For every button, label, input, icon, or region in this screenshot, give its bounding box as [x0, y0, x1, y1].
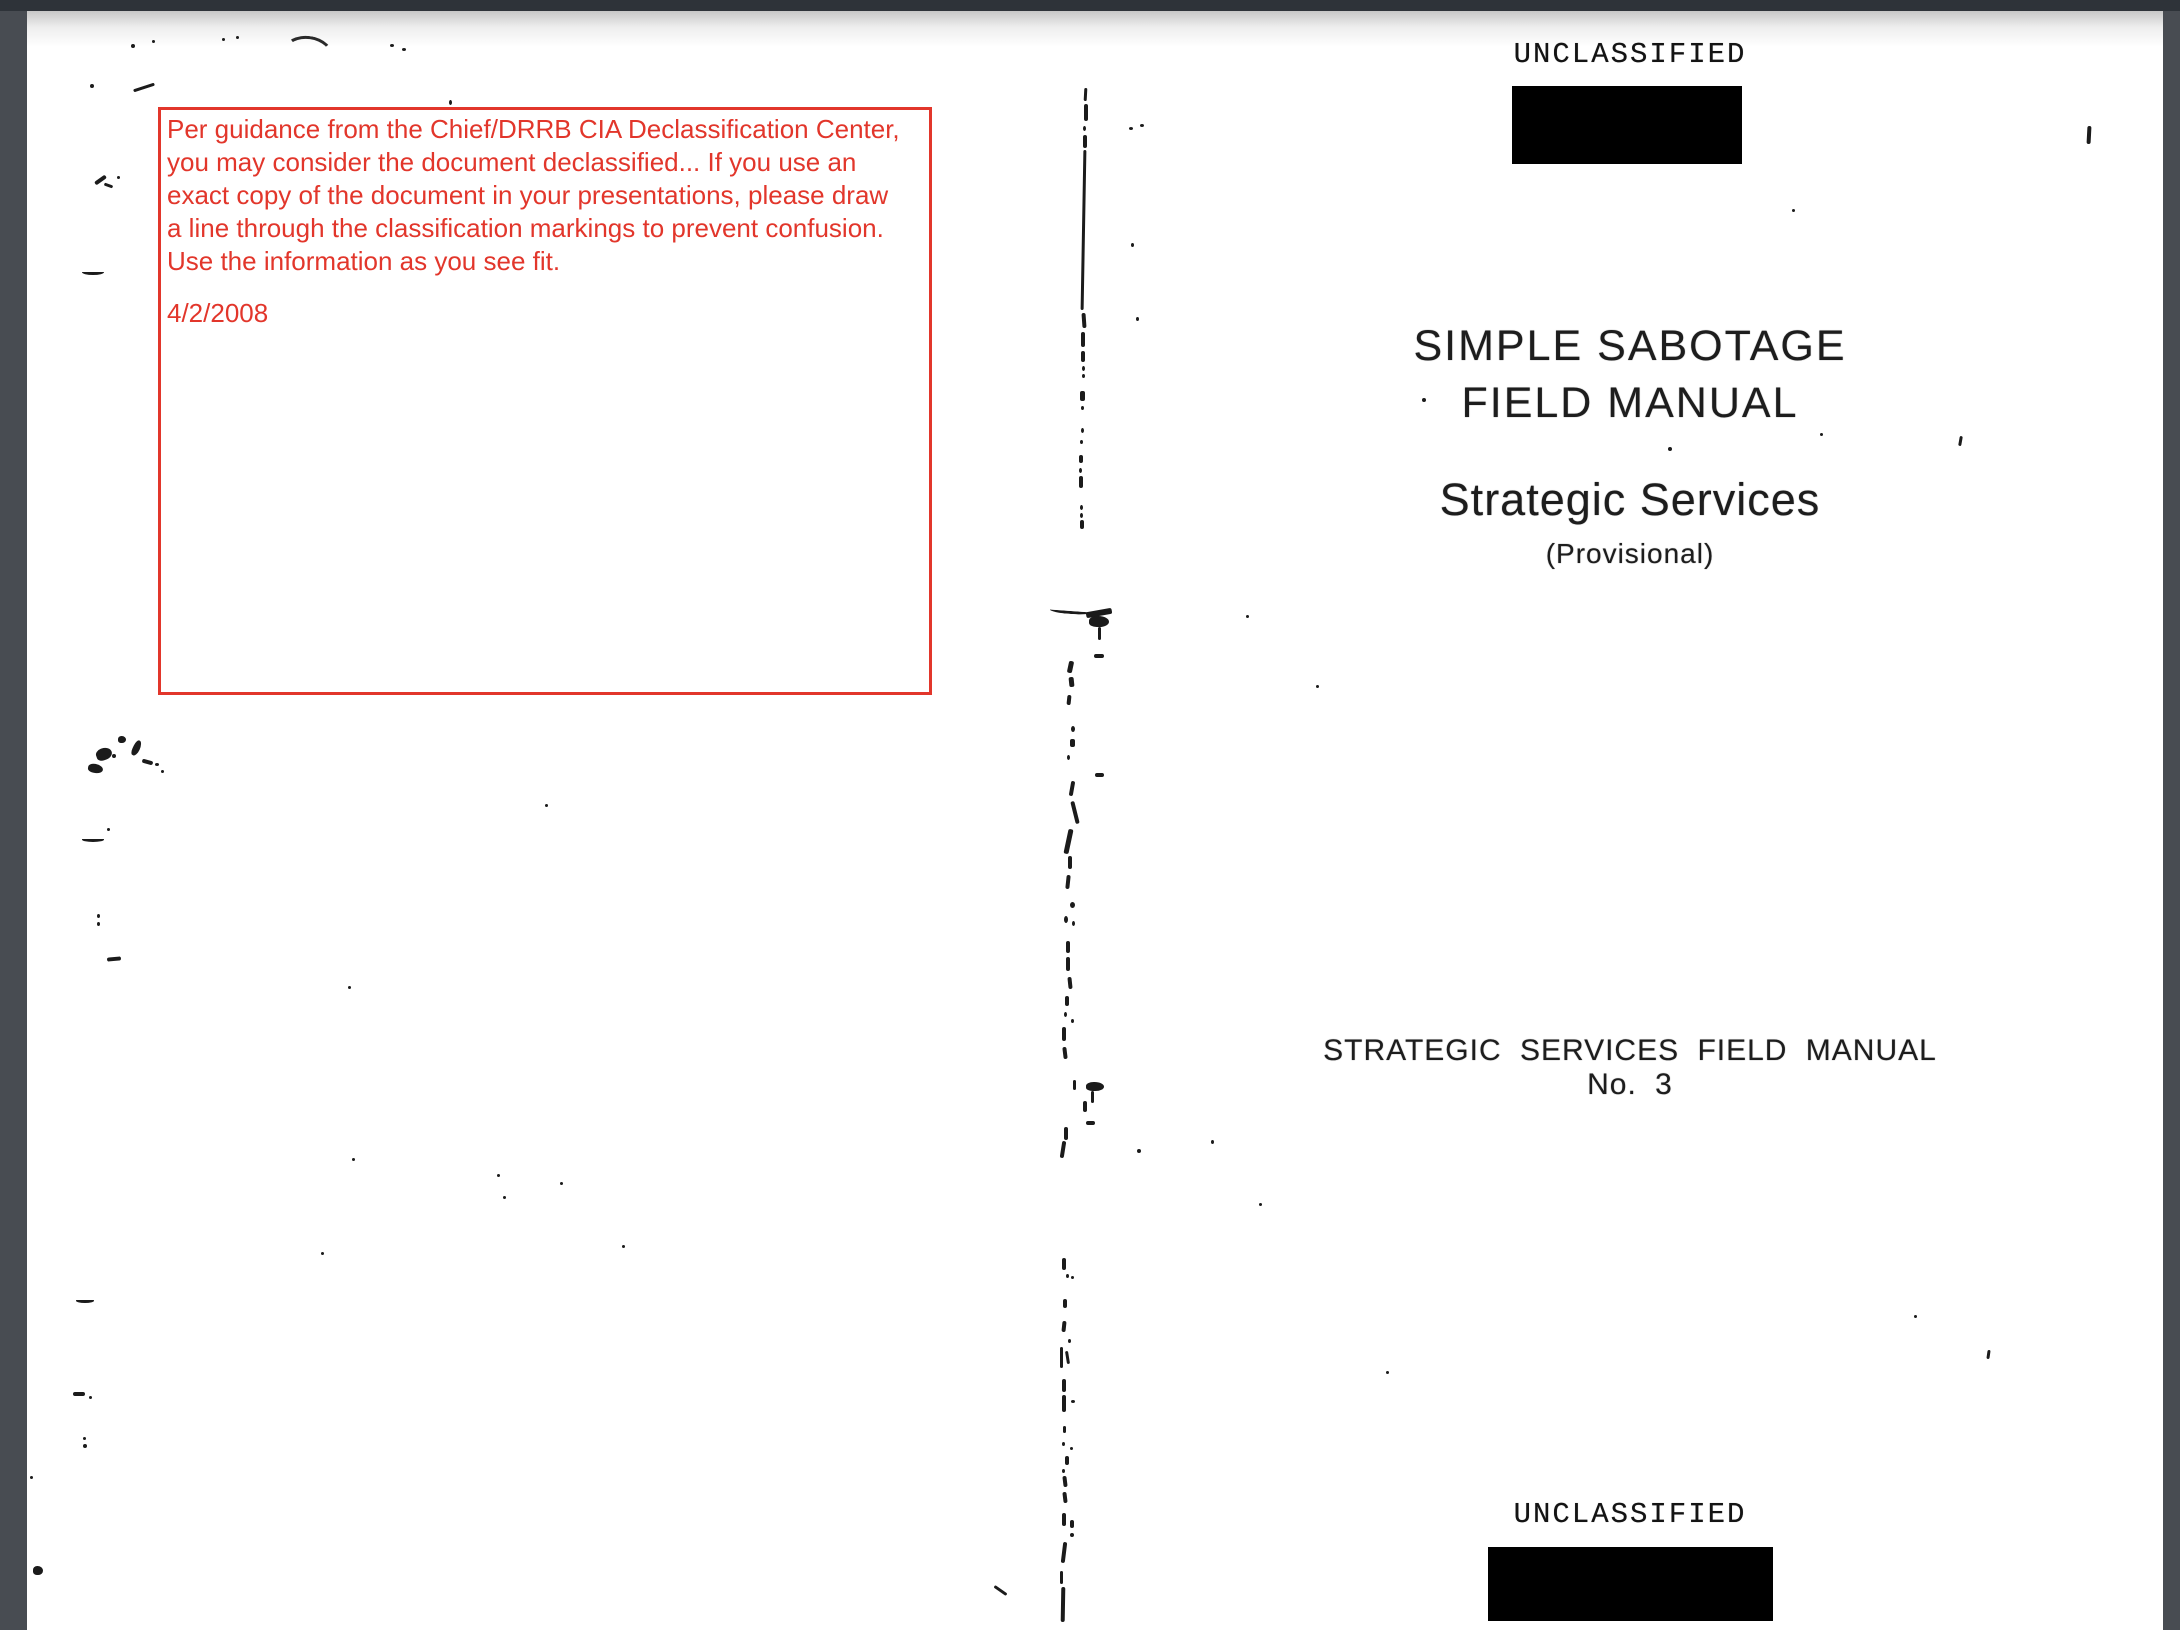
scan-mark	[449, 100, 452, 105]
title-line-2: FIELD MANUAL	[1461, 379, 1799, 427]
scan-mark	[90, 84, 94, 88]
scan-mark	[1080, 520, 1084, 529]
scan-mark	[1086, 1121, 1095, 1125]
scan-mark	[1062, 1379, 1066, 1392]
scan-mark	[33, 1566, 43, 1575]
scan-mark	[1061, 1542, 1068, 1563]
scan-mark	[1070, 1520, 1074, 1528]
scan-mark	[1070, 739, 1075, 747]
scan-mark	[112, 754, 116, 758]
scan-mark	[1095, 773, 1104, 777]
scan-mark	[1063, 1426, 1066, 1433]
scan-mark	[1066, 1274, 1069, 1278]
scan-mark	[1061, 1587, 1066, 1622]
scan-mark	[1070, 902, 1075, 908]
scan-mark	[1820, 433, 1823, 436]
scan-mark	[1066, 957, 1070, 971]
scan-mark	[1083, 135, 1087, 148]
scan-mark	[1060, 1141, 1067, 1158]
scan-mark	[1084, 88, 1088, 101]
scan-mark	[1067, 661, 1074, 674]
annotation-text	[167, 113, 923, 278]
scan-mark	[1066, 941, 1070, 953]
scan-mark	[1068, 1339, 1071, 1343]
scan-mark	[1792, 209, 1795, 212]
scan-mark	[130, 739, 143, 756]
classification-label-bottom: UNCLASSIFIED	[1513, 1498, 1747, 1531]
scan-mark	[1083, 1101, 1087, 1112]
scan-mark	[155, 763, 159, 766]
viewer-right-edge	[2163, 0, 2180, 1630]
scan-mark	[1082, 366, 1085, 371]
scan-mark	[1098, 627, 1101, 640]
scan-mark	[1062, 1469, 1065, 1473]
scan-mark	[1316, 685, 1319, 688]
scan-mark	[1064, 916, 1068, 923]
scan-mark	[1062, 1395, 1066, 1412]
scan-mark	[1070, 801, 1079, 824]
scan-mark	[1071, 1400, 1075, 1403]
scan-mark	[73, 1392, 85, 1396]
scan-mark	[1086, 1082, 1104, 1091]
scan-mark	[622, 1245, 625, 1248]
scan-mark	[1062, 1442, 1065, 1446]
scan-mark	[1073, 1080, 1076, 1090]
scan-mark	[1084, 104, 1088, 121]
scan-mark	[1067, 755, 1070, 760]
scan-mark	[1069, 781, 1076, 796]
scan-mark	[1081, 332, 1085, 347]
scan-mark	[1071, 726, 1075, 732]
scan-mark	[1080, 391, 1085, 401]
scan-mark	[1386, 1371, 1389, 1374]
scan-mark	[1068, 856, 1072, 869]
scan-mark	[1065, 996, 1069, 1006]
scan-mark	[152, 40, 155, 43]
scan-mark	[390, 44, 394, 47]
scan-mark	[1062, 1476, 1067, 1487]
scan-mark	[1129, 127, 1133, 130]
scan-mark	[82, 834, 104, 842]
annotation-line: you may consider the document declassified... If you use an	[167, 147, 857, 177]
scan-mark	[1080, 513, 1083, 518]
scan-mark	[545, 804, 548, 807]
series-line: STRATEGIC SERVICES FIELD MANUAL No. 3	[1323, 1034, 1937, 1101]
scan-mark	[1131, 243, 1134, 247]
scan-mark	[281, 33, 336, 76]
scan-mark	[1070, 1447, 1073, 1450]
scan-mark	[1065, 1351, 1070, 1364]
scan-mark	[1071, 1019, 1074, 1023]
subtitle-note: (Provisional)	[1545, 538, 1715, 569]
redaction-box-top	[1512, 86, 1742, 164]
scan-mark	[1067, 977, 1072, 989]
scan-mark	[1070, 1533, 1074, 1537]
scan-mark	[117, 176, 120, 179]
scan-mark	[1140, 124, 1144, 127]
scan-mark	[1081, 313, 1086, 328]
scan-mark	[87, 763, 103, 774]
scan-mark	[1081, 150, 1087, 310]
scan-mark	[107, 828, 110, 831]
scan-mark	[104, 183, 113, 189]
scan-mark	[1063, 1299, 1067, 1308]
scan-mark	[142, 759, 154, 766]
annotation-line: Per guidance from the Chief/DRRB CIA Declassification Center,	[167, 114, 900, 144]
viewer-top-bar	[0, 0, 2180, 11]
scan-mark	[2087, 126, 2092, 144]
scan-mark	[83, 1437, 86, 1440]
scan-mark	[1079, 455, 1083, 463]
scan-mark	[131, 44, 135, 48]
scan-mark	[1081, 351, 1085, 362]
scan-mark	[30, 1476, 33, 1479]
classification-label-top: UNCLASSIFIED	[1513, 38, 1747, 71]
scan-mark	[503, 1196, 506, 1199]
scan-mark	[1062, 1047, 1067, 1059]
scan-mark	[1137, 1149, 1141, 1153]
scan-mark	[1065, 1456, 1069, 1465]
redaction-box-bottom	[1488, 1547, 1773, 1621]
scan-mark	[94, 746, 113, 763]
scan-mark	[236, 36, 239, 39]
scan-mark	[497, 1174, 500, 1177]
scan-mark	[1080, 505, 1083, 510]
scan-mark	[1668, 447, 1672, 451]
scan-mark	[1083, 126, 1086, 131]
scan-mark	[1071, 1276, 1074, 1279]
title-line-1: SIMPLE SABOTAGE	[1413, 322, 1847, 370]
scan-mark	[321, 1252, 324, 1255]
scan-mark	[1065, 875, 1070, 889]
scan-mark	[1914, 1315, 1917, 1318]
scan-mark	[222, 38, 225, 41]
scan-mark	[1081, 406, 1084, 410]
scan-mark	[1211, 1140, 1214, 1144]
scan-mark	[1061, 1321, 1066, 1332]
scan-mark	[1066, 695, 1071, 705]
annotation-line: Use the information as you see fit.	[167, 246, 561, 276]
scan-mark	[1063, 829, 1073, 854]
scan-mark	[1081, 428, 1084, 433]
scan-mark	[161, 770, 164, 773]
scan-mark	[1091, 1091, 1094, 1103]
annotation-line: exact copy of the document in your presentations, please draw	[167, 180, 889, 210]
scan-mark	[1064, 1012, 1067, 1017]
scan-mark	[89, 1396, 92, 1399]
scan-mark	[1072, 921, 1075, 926]
scan-mark	[402, 48, 406, 51]
scan-mark	[1246, 615, 1249, 618]
scan-mark	[352, 1158, 355, 1161]
scan-mark	[1064, 1127, 1068, 1140]
annotation-date: 4/2/2008	[167, 298, 269, 328]
annotation-box	[158, 107, 932, 695]
scan-mark	[1060, 1347, 1063, 1368]
scan-mark	[1062, 1513, 1066, 1526]
scan-mark	[1068, 677, 1074, 687]
annotation-line: a line through the classification markings to prevent confusion.	[167, 213, 884, 243]
scan-mark	[1062, 1492, 1067, 1503]
scan-mark	[1062, 1027, 1066, 1041]
scan-mark	[82, 266, 104, 275]
scan-mark	[1958, 436, 1963, 446]
scan-mark	[348, 986, 351, 989]
scan-mark	[1080, 440, 1083, 444]
scan-mark	[83, 1444, 87, 1448]
scan-mark	[1259, 1203, 1262, 1206]
subtitle: Strategic Services	[1439, 474, 1821, 525]
scan-mark	[1986, 1350, 1990, 1359]
scan-mark	[107, 956, 121, 961]
scan-mark	[993, 1585, 1007, 1596]
scan-mark	[118, 736, 126, 743]
scan-mark	[1060, 1571, 1063, 1584]
scan-mark	[1062, 1258, 1066, 1270]
scan-mark	[1079, 476, 1083, 488]
scan-mark	[76, 1296, 94, 1303]
scan-mark	[133, 83, 155, 93]
scan-mark	[1082, 374, 1085, 378]
viewer-left-edge	[0, 0, 27, 1630]
scan-mark	[97, 914, 100, 918]
scan-mark	[1089, 616, 1109, 627]
scan-mark	[560, 1182, 563, 1185]
scan-mark	[97, 922, 100, 926]
scan-mark	[1136, 317, 1139, 321]
scan-mark	[1079, 468, 1082, 473]
scan-mark	[1094, 654, 1104, 658]
